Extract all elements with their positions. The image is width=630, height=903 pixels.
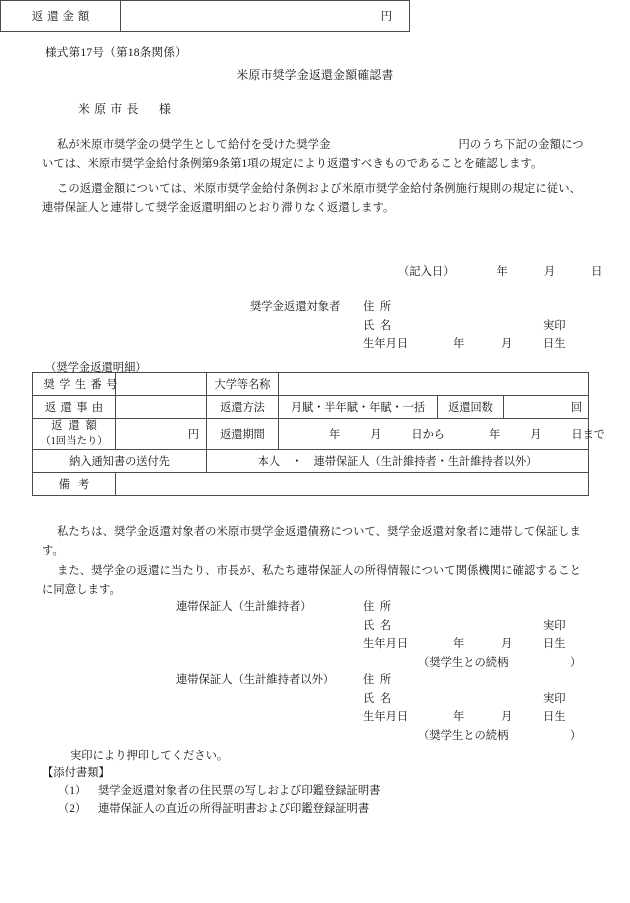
method-label: 返還方法 <box>207 396 279 419</box>
table-row <box>33 419 589 450</box>
guarantor1-birth-day[interactable]: 日生 <box>543 638 566 651</box>
entry-date-day[interactable]: 日 <box>591 266 603 278</box>
entry-date-label: （記入日） <box>398 266 455 278</box>
attachment-2-number: （2） <box>58 803 87 815</box>
reason-label: 返還事由 <box>33 396 116 419</box>
per-amount-label-line2: （1回当たり） <box>40 436 108 447</box>
guarantor2-relation-label: （奨学生との続柄 <box>418 729 509 742</box>
paragraph-confirmation-part2: 円のうち下記の金額については、米原市奨学金給付条例第9条第1項の規定により返還すべきものであることを確認します。 <box>42 139 584 170</box>
guarantor2-title: 連帯保証人（生計維持者以外） <box>176 674 335 686</box>
period-to-day[interactable]: 日まで <box>571 429 605 441</box>
period-from-month[interactable]: 月 <box>370 429 382 441</box>
guarantor1-birth-month[interactable]: 月 <box>501 638 513 651</box>
remarks-label: 備考 <box>33 473 116 496</box>
form-number: 様式第17号（第18条関係） <box>45 46 187 59</box>
count-input[interactable] <box>504 396 589 419</box>
notice-destination-label: 納入通知書の送付先 <box>33 450 207 473</box>
guarantor2-relation-close: ） <box>570 729 582 742</box>
guarantor1-address-label: 住所 <box>363 601 397 613</box>
scholar-number-label: 奨学生番号 <box>33 373 116 396</box>
guarantor2-seal-label: 実印 <box>543 692 566 705</box>
per-amount-unit: 円 <box>187 429 199 441</box>
repayment-amount-label: 返還金額 <box>1 1 121 31</box>
per-amount-input[interactable] <box>116 419 207 450</box>
attachments-title: 【添付書類】 <box>42 767 110 779</box>
guarantor2-birth-day[interactable]: 日生 <box>543 711 566 724</box>
period-to-month[interactable]: 月 <box>530 429 542 441</box>
recipient-address-label: 住所 <box>363 301 397 313</box>
paragraph-confirmation-part1: 私が米原市奨学金の奨学生として給付を受けた奨学金 <box>57 139 331 151</box>
guarantor1-birth-year[interactable]: 年 <box>453 638 465 651</box>
repayment-amount-box <box>0 0 410 32</box>
table-row <box>33 473 589 496</box>
recipient-birth-day[interactable]: 日生 <box>543 338 566 351</box>
guarantor2-birth-month[interactable]: 月 <box>501 711 513 724</box>
guarantor2-name-label: 氏名 <box>363 692 397 705</box>
guarantor2-address-label: 住所 <box>363 674 397 686</box>
period-input[interactable] <box>279 419 605 450</box>
per-amount-label-line1: 返還額 <box>51 420 103 432</box>
guarantor2-birth-year[interactable]: 年 <box>453 711 465 724</box>
entry-date-row <box>398 263 602 279</box>
count-unit: 回 <box>570 402 583 414</box>
reason-input[interactable] <box>116 396 207 419</box>
paragraph-confirmation <box>42 136 590 173</box>
method-options[interactable]: 月賦・半年賦・年賦・一括 <box>279 396 438 419</box>
guarantor1-relation-close: ） <box>570 656 582 669</box>
page-title: 米原市奨学金返還金額確認書 <box>236 68 394 82</box>
entry-date-year[interactable]: 年 <box>496 266 508 278</box>
university-label: 大学等名称 <box>207 373 279 396</box>
repayment-amount-unit: 円 <box>380 11 392 23</box>
attachment-1-number: （1） <box>58 785 87 797</box>
period-from-day[interactable]: 日から <box>411 429 445 441</box>
seal-instruction: 実印により押印してください。 <box>70 750 229 762</box>
scholar-number-input[interactable] <box>116 373 207 396</box>
guarantor1-title: 連帯保証人（生計維持者） <box>176 601 312 613</box>
detail-caption: （奨学金返還明細） <box>45 362 147 374</box>
attachment-item-2 <box>58 800 369 816</box>
repayment-detail-table <box>32 372 605 496</box>
attachment-2-text: 連帯保証人の直近の所得証明書および印鑑登録証明書 <box>98 803 370 815</box>
attachment-1-text: 奨学金返還対象者の住民票の写しおよび印鑑登録証明書 <box>98 785 381 797</box>
period-to-year[interactable]: 年 <box>488 429 501 441</box>
university-input[interactable] <box>279 373 589 396</box>
recipient-title: 奨学金返還対象者 <box>250 301 341 313</box>
recipient-birth-label: 生年月日 <box>363 338 409 351</box>
paragraph-repayment: この返還金額については、米原市奨学金給付条例および米原市奨学金給付条例施行規則の規定に従い、連帯保証人と連帯して奨学金返還明細のとおり滞りなく返還します。 <box>42 183 582 214</box>
repayment-amount-input[interactable] <box>121 1 409 31</box>
paragraph-guarantee: 私たちは、奨学金返還対象者の米原市奨学金返還債務について、奨学金返還対象者に連帯して保証します。 <box>42 526 581 557</box>
guarantor1-seal-label: 実印 <box>543 619 566 632</box>
recipient-seal-label: 実印 <box>543 319 566 332</box>
period-label: 返還期間 <box>207 419 279 450</box>
guarantor1-relation-label: （奨学生との続柄 <box>418 656 509 669</box>
period-from-year[interactable]: 年 <box>329 429 341 441</box>
guarantor1-name-label: 氏名 <box>363 619 397 632</box>
addressee-line: 米原市長 様 <box>78 102 176 116</box>
count-label: 返還回数 <box>438 396 504 419</box>
notice-destination-options[interactable]: 本人 ・ 連帯保証人（生計維持者・生計維持者以外） <box>207 450 589 473</box>
recipient-name-label: 氏名 <box>363 319 397 332</box>
table-row <box>33 396 589 419</box>
attachment-item-1 <box>58 782 380 798</box>
entry-date-month[interactable]: 月 <box>543 266 556 278</box>
table-row <box>33 450 589 473</box>
per-amount-label <box>33 419 116 450</box>
guarantor1-birth-label: 生年月日 <box>363 638 409 651</box>
table-row <box>33 373 589 396</box>
remarks-input[interactable] <box>116 473 589 496</box>
recipient-birth-month[interactable]: 月 <box>501 338 513 351</box>
recipient-birth-year[interactable]: 年 <box>453 338 465 351</box>
paragraph-income-consent: また、奨学金の返還に当たり、市長が、私たち連帯保証人の所得情報について関係機関に確認することに同意します。 <box>42 565 582 596</box>
guarantor2-birth-label: 生年月日 <box>363 711 409 724</box>
